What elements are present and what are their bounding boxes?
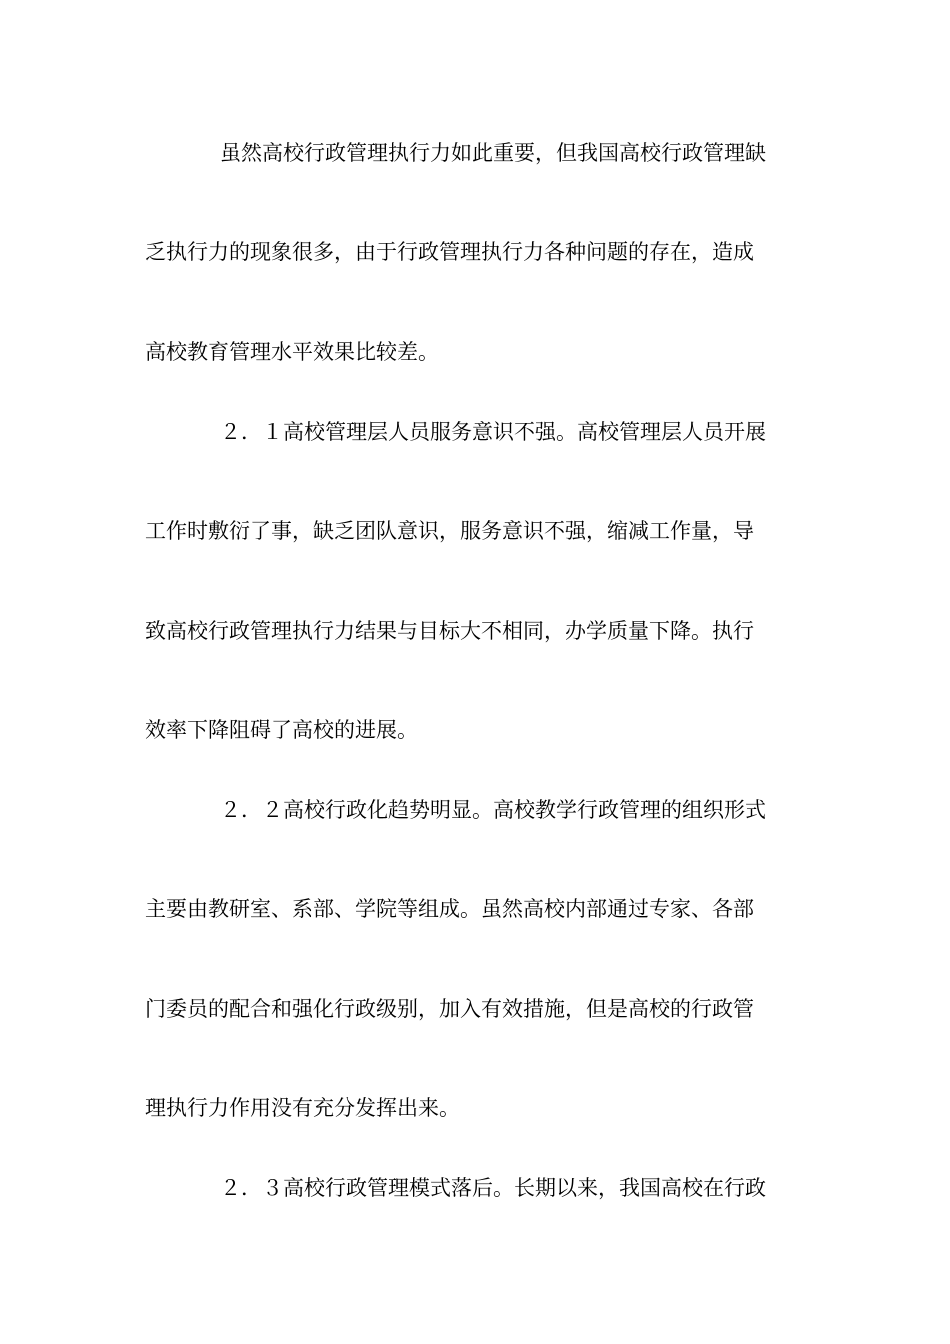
paragraph-line: 主要由教研室、系部、学院等组成。虽然高校内部通过专家、各部: [145, 897, 754, 921]
paragraph-line: 工作时敷衍了事，缺乏团队意识，服务意识不强，缩减工作量，导: [145, 519, 754, 543]
paragraph-line: 门委员的配合和强化行政级别，加入有效措施，但是高校的行政管: [145, 997, 754, 1021]
section-heading-line: ２．１高校管理层人员服务意识不强。高校管理层人员开展: [220, 420, 766, 444]
paragraph-line: 致高校行政管理执行力结果与目标大不相同，办学质量下降。执行: [145, 619, 754, 643]
paragraph-line: 虽然高校行政管理执行力如此重要，但我国高校行政管理缺: [220, 141, 766, 165]
section-heading-line: ２．２高校行政化趋势明显。高校教学行政管理的组织形式: [220, 798, 766, 822]
paragraph-line: 乏执行力的现象很多，由于行政管理执行力各种问题的存在，造成: [145, 240, 754, 264]
paragraph-line: 理执行力作用没有充分发挥出来。: [145, 1096, 460, 1120]
paragraph-line: 效率下降阻碍了高校的进展。: [145, 718, 418, 742]
section-heading-line: ２．３高校行政管理模式落后。长期以来，我国高校在行政: [220, 1176, 766, 1200]
paragraph-line: 高校教育管理水平效果比较差。: [145, 340, 439, 364]
